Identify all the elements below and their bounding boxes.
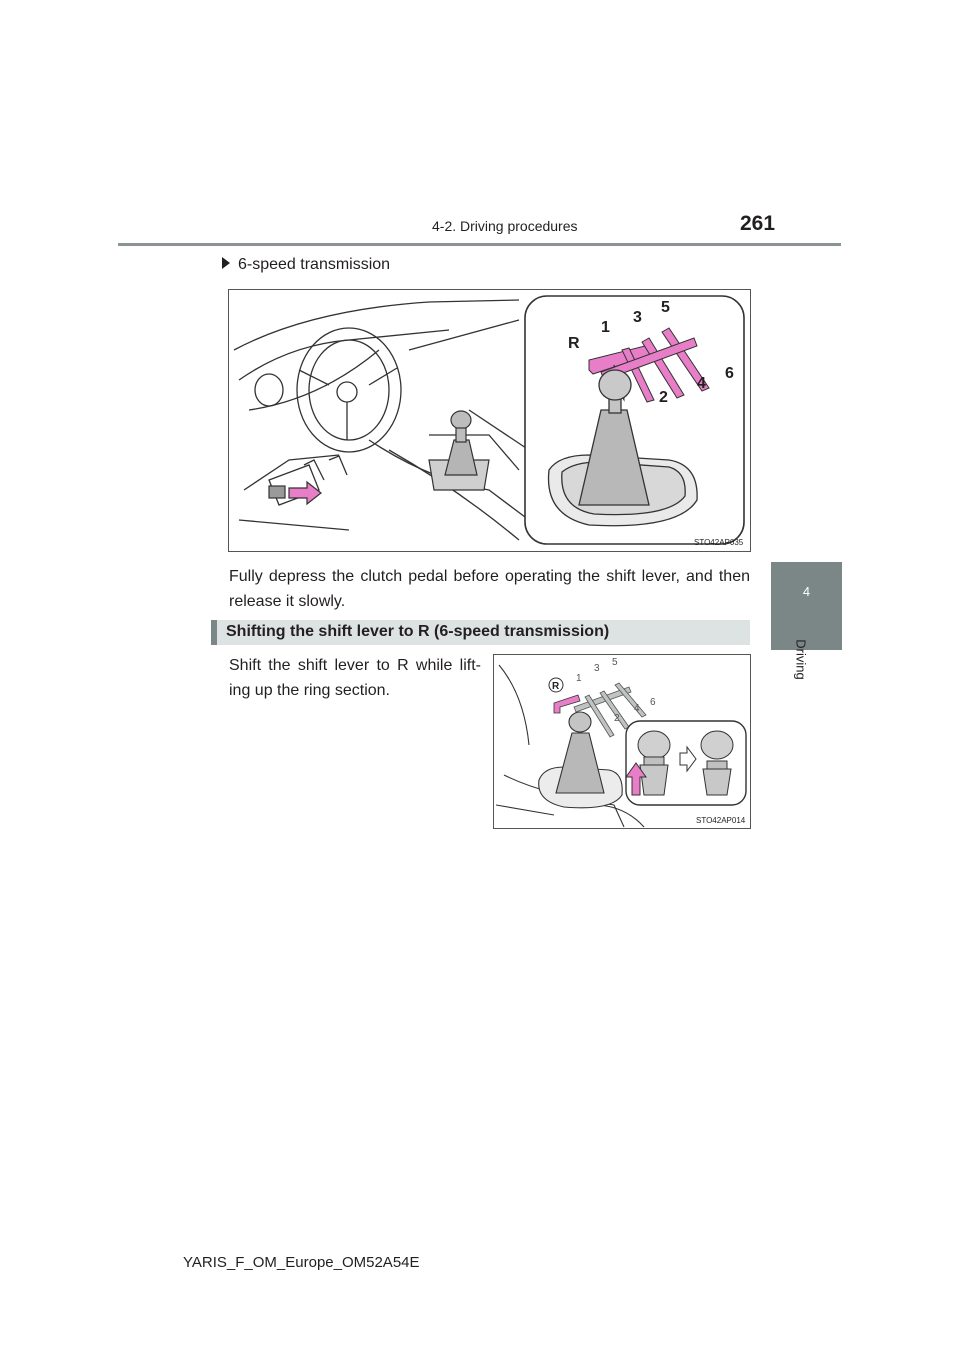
- bullet-arrow-icon: [222, 257, 230, 269]
- fig2-gear-5: 5: [612, 657, 618, 668]
- clutch-instruction-text: Fully depress the clutch pedal before operating the shift lever, and then release it slowly.: [229, 568, 750, 610]
- section-header-bar: [211, 620, 217, 645]
- chapter-tab-number: 4: [802, 584, 811, 599]
- fig1-gear-3: 3: [633, 309, 642, 326]
- subheading-text: 6-speed transmission: [238, 256, 391, 273]
- figure-2-drawing: [494, 655, 750, 828]
- fig2-gear-2: 2: [614, 713, 620, 724]
- shift-to-r-instruction-text: Shift the shift lever to R while lift-ing up the ring section.: [229, 657, 481, 699]
- figure-1-id: STO42AP035: [694, 538, 744, 547]
- footer-document-id: YARIS_F_OM_Europe_OM52A54E: [183, 1254, 420, 1271]
- figure-2-id: STO42AP014: [696, 816, 746, 825]
- fig2-gear-R: R: [552, 681, 560, 692]
- fig1-gear-5: 5: [661, 299, 670, 316]
- figure-shift-pattern-illustration: [228, 289, 751, 552]
- fig2-gear-3: 3: [594, 663, 600, 674]
- section-title: Shifting the shift lever to R (6-speed transmission): [226, 623, 610, 640]
- figure-reverse-ring-illustration: [493, 654, 751, 829]
- chapter-tab-label-wrap: [795, 630, 819, 690]
- fig1-gear-2: 2: [659, 389, 668, 406]
- fig2-gear-4: 4: [634, 703, 640, 714]
- figure-1-drawing: [229, 290, 750, 551]
- header-section-title: 4-2. Driving procedures: [432, 218, 578, 234]
- section-header: [211, 620, 750, 645]
- subheading-6-speed: [222, 256, 390, 274]
- fig1-gear-4: 4: [697, 375, 706, 392]
- header-divider: [118, 243, 841, 246]
- fig1-gear-1: 1: [601, 319, 610, 336]
- chapter-tab-label: Driving: [793, 639, 809, 680]
- fig2-gear-1: 1: [576, 673, 582, 684]
- fig1-gear-6: 6: [725, 365, 734, 382]
- page-number: 261: [740, 212, 776, 235]
- fig2-gear-6: 6: [650, 697, 656, 708]
- fig1-gear-R: R: [568, 335, 580, 352]
